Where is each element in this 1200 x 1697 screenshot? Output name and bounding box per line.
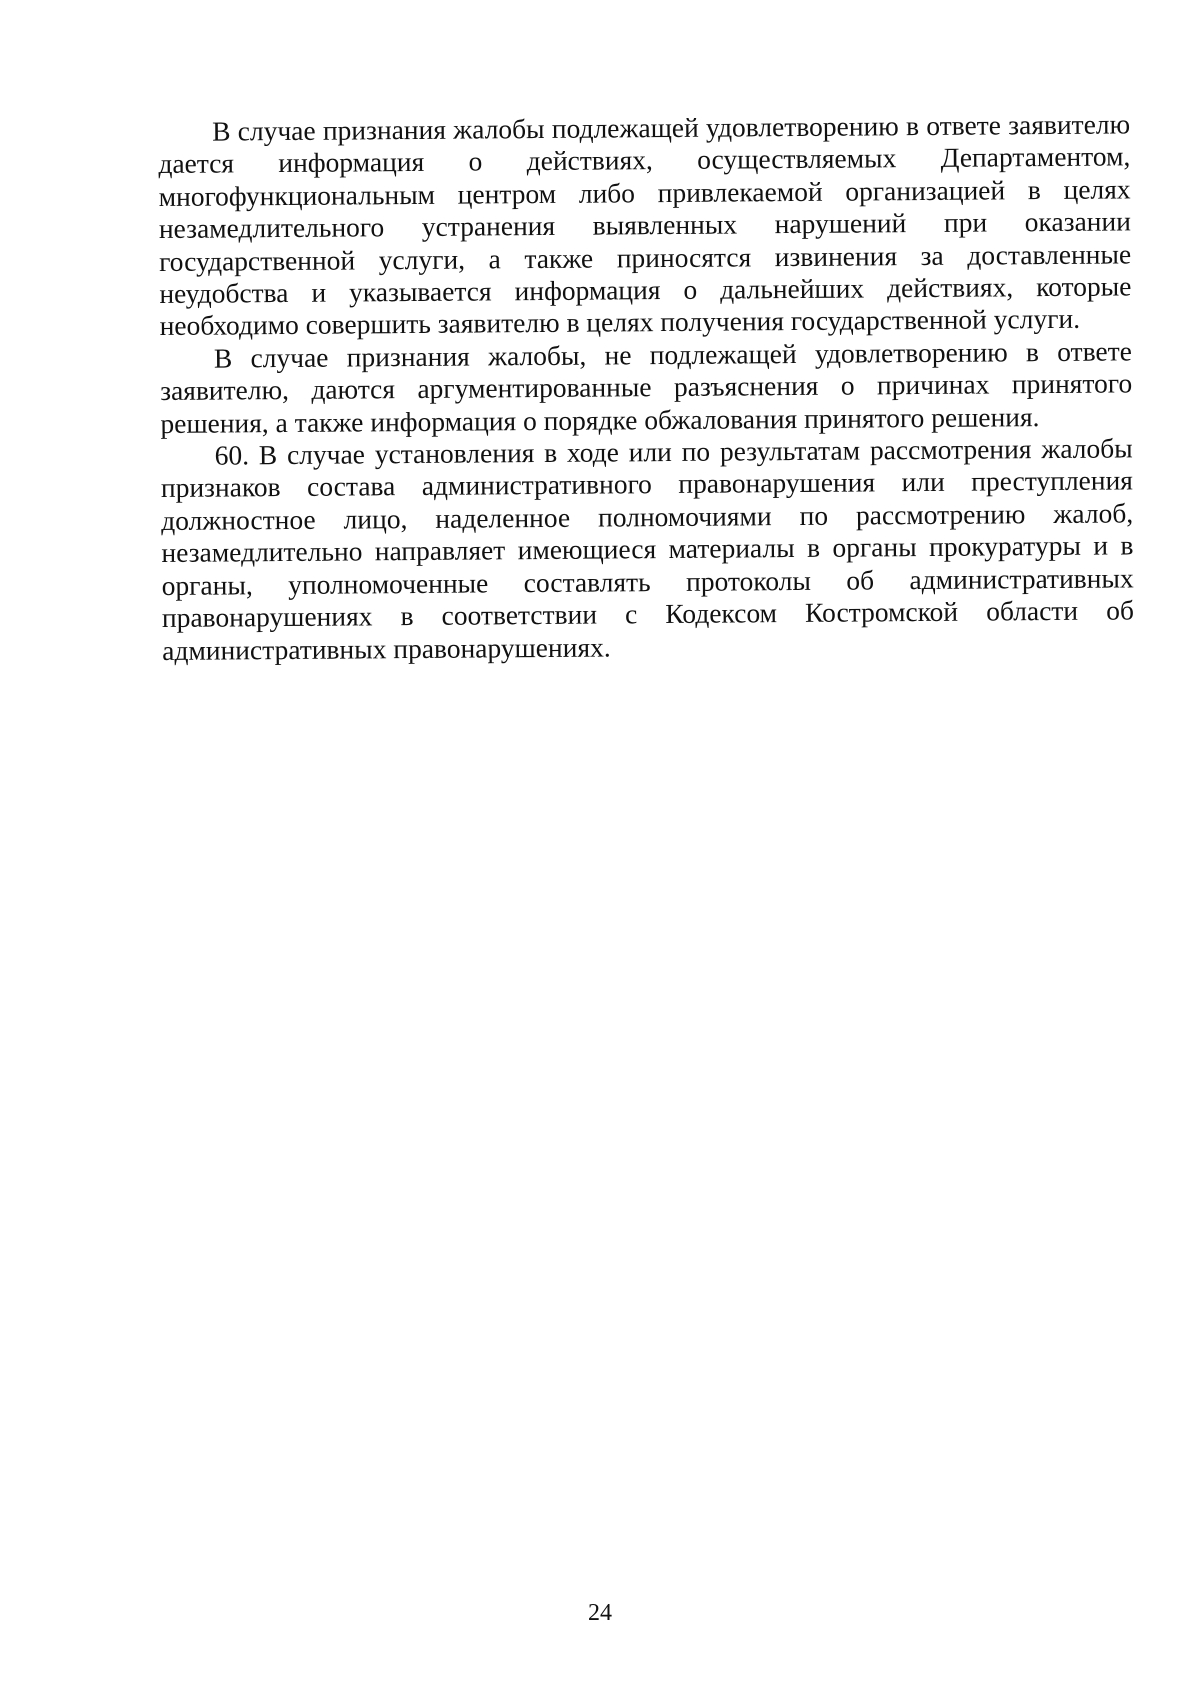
document-body xyxy=(158,108,1134,667)
paragraph-complaint-upheld: В случае признания жалобы подлежащей удовлетворению в ответе заявителю дается информация о действиях, осуществляемых Департаментом, многофункциональным центром либо привлекаемой организацией в целях незамедлительного устранения выявленных нарушений при оказании государственной услуги, а также приносятся извинения за доставленные неудобства и указывается информация о дальнейших действиях, которые необходимо совершить заявителю в целях получения государственной услуги. xyxy=(158,108,1132,342)
paragraph-complaint-rejected: В случае признания жалобы, не подлежащей удовлетворению в ответе заявителю, даются аргументированные разъяснения о причинах принятого решения, а также информация о порядке обжалования принятого решения. xyxy=(160,335,1133,439)
page-number: 24 xyxy=(588,1600,612,1626)
paragraph-item-60: 60. В случае установления в ходе или по результатам рассмотрения жалобы признаков состава административного правонарушения или преступления должностное лицо, наделенное полномочиями по рассмотрению жалоб, незамедлительно направляет имеющиеся материалы в органы прокуратуры и в органы, уполномоченные составлять протоколы об административных правонарушениях в соответствии с Кодексом Костромской области об административных правонарушениях. xyxy=(160,432,1135,666)
